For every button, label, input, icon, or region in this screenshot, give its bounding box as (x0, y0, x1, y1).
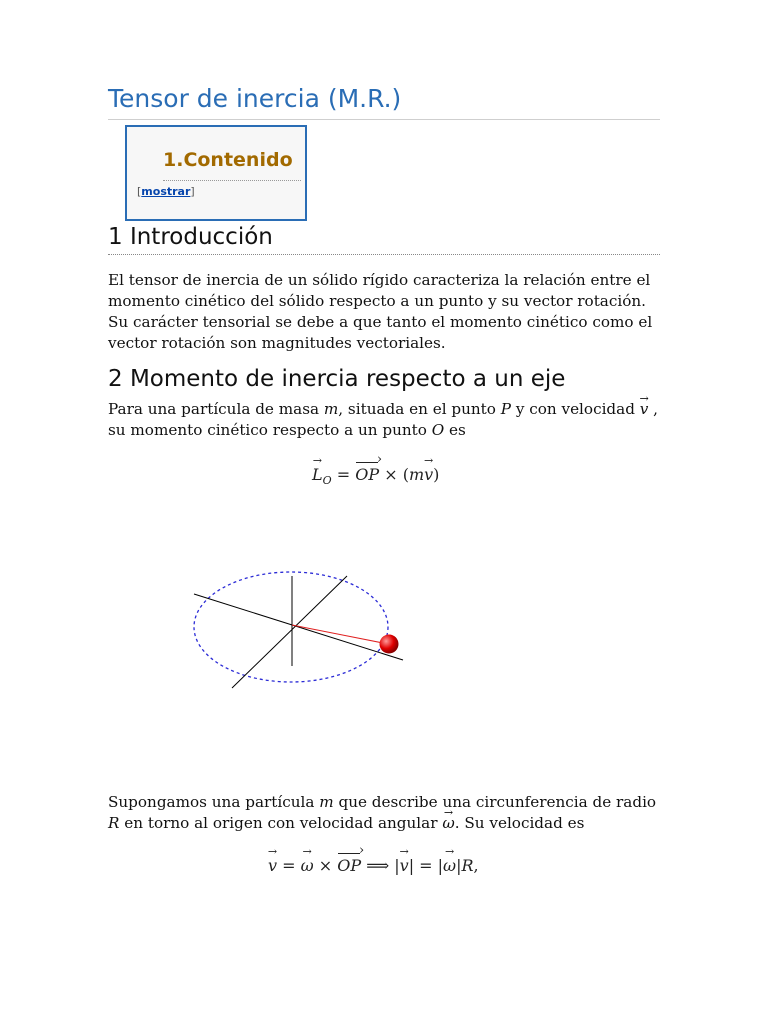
var-omega-vector: → ω (442, 813, 454, 834)
toc-show-link[interactable]: mostrar (141, 185, 191, 198)
var-P: P (500, 400, 511, 418)
section-divider (108, 254, 660, 255)
page-title: Tensor de inercia (M.R.) (108, 84, 402, 113)
toc-bracket-open: [ (137, 185, 142, 198)
var-v-vector: → v (640, 399, 649, 420)
var-m: m (323, 400, 339, 418)
particle (380, 635, 399, 654)
section-heading-momento-inercia: 2 Momento de inercia respecto a un eje (108, 366, 566, 392)
toc-toggle (137, 185, 195, 198)
rotating-particle-figure (190, 568, 420, 698)
var-m: m (319, 793, 334, 811)
table-of-contents (125, 125, 307, 221)
var-R: R (108, 814, 120, 832)
var-O: O (431, 421, 445, 439)
toc-bracket-close: ] (190, 185, 195, 198)
title-divider (108, 119, 660, 120)
equation-velocidad: → v = → ω × OP › ⟹ |→ v| = |→ ω|R, (268, 856, 479, 875)
circular-path (194, 572, 388, 682)
intro-paragraph: El tensor de inercia de un sólido rígido caracteriza la relación entre el momento cinético del sólido respecto a un punto y su vector rotación. Su carácter tensorial se debe a que tanto el momento cinético como el vector rotación son magnitudes vectoriales. (108, 271, 653, 352)
toc-title: 1.Contenido (163, 149, 293, 171)
toc-divider (163, 180, 301, 181)
equation-momento-cinetico: → $L_O$ = OP › × (m→ v) (312, 465, 439, 487)
radius-line (292, 625, 388, 644)
paragraph-circunferencia: Supongamos una partícula m que describe una circunferencia de radio R en torno al origen con velocidad angular → ω. Su velocidad es (108, 792, 668, 834)
paragraph-momento-cinetico: Para una partícula de masa m, situada en el punto P y con velocidad → v , su momento cinético respecto a un punto O es (108, 399, 668, 441)
section-heading-introduccion: 1 Introducción (108, 224, 273, 250)
axis-horizontal (194, 594, 403, 660)
